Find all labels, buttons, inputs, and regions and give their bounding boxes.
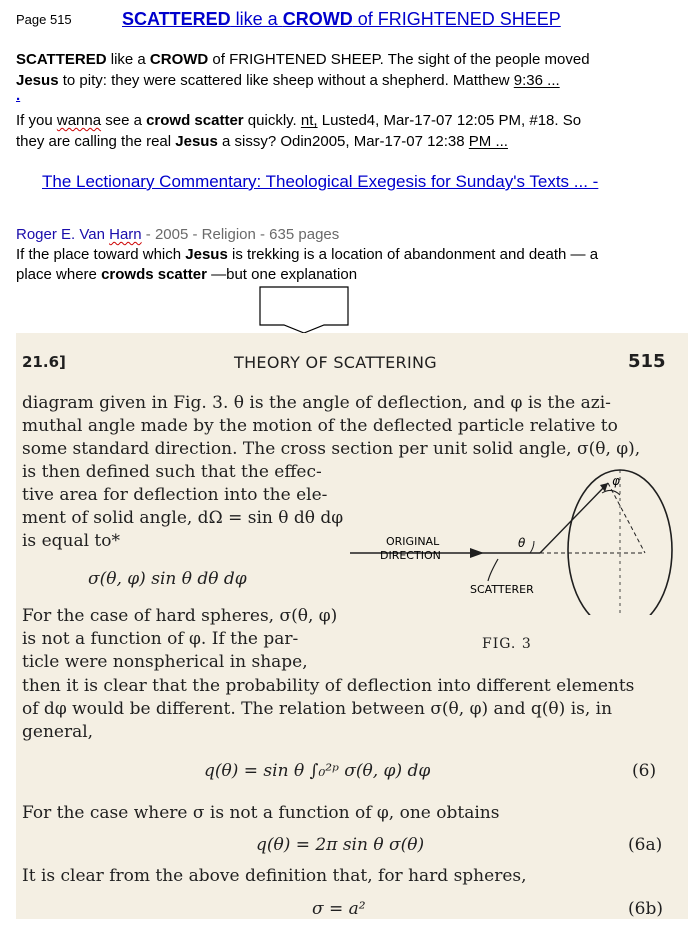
deflected-path — [540, 483, 608, 553]
theta-label: θ — [518, 536, 526, 550]
snippet-line — [16, 110, 684, 131]
equation-6b: σ = a² — [312, 899, 366, 919]
text-line: ment of solid angle, dΩ = sin θ dθ dφ — [22, 508, 344, 528]
bold-term: Jesus — [16, 72, 59, 89]
bold-term: Jesus — [185, 246, 228, 263]
original-label: ORIGINAL — [386, 535, 440, 548]
bold-term: crowds scatter — [101, 266, 207, 283]
snippet-line — [16, 265, 598, 285]
phi-label: φ — [612, 474, 620, 488]
equation-number: (6a) — [628, 835, 663, 855]
snippet-text: a sissy? Odin2005, Mar-17-07 12:38 — [217, 133, 469, 150]
snippet-text: to pity: they were scattered like sheep without a shepherd. Matthew — [58, 72, 514, 89]
text-line: muthal angle made by the motion of the deflected particle relative to — [22, 416, 618, 436]
down-arrow-icon — [256, 285, 356, 335]
text-line: It is clear from the above definition that, for hard spheres, — [22, 866, 527, 886]
snippet-text: If you — [16, 112, 57, 129]
text-line: then it is clear that the probability of deflection into different elements — [22, 676, 635, 696]
snippet-text: place where — [16, 266, 102, 283]
direction-label: DIRECTION — [380, 549, 441, 562]
snippet-text: like a — [106, 51, 150, 68]
title-bold: CROWD — [282, 9, 353, 29]
page-label: Page 515 — [16, 12, 72, 27]
scanned-book-page — [16, 333, 688, 919]
equation-number: (6) — [632, 761, 657, 781]
figure-caption: FIG. 3 — [482, 636, 532, 652]
author-link[interactable]: Roger E. Van — [16, 226, 110, 243]
text-line: tive area for deflection into the ele- — [22, 485, 328, 505]
direction-arrowhead — [470, 548, 484, 558]
text-line: ticle were nonspherical in shape, — [22, 652, 308, 672]
phi-arc — [602, 490, 620, 495]
theta-arc — [530, 541, 534, 553]
meta-text: - 2005 - Religion - 635 pages — [141, 226, 340, 243]
snippet-text: quickly. — [243, 112, 301, 129]
snippet-line — [16, 131, 684, 152]
snippet-line — [16, 49, 684, 70]
text-line: is then defined such that the effec- — [22, 462, 322, 482]
misspelled-word: nt, — [300, 112, 318, 129]
more-link[interactable]: PM ... — [468, 133, 508, 150]
title-text: like a — [230, 9, 283, 29]
author-link[interactable]: Harn — [109, 226, 142, 243]
bold-term: SCATTERED — [16, 51, 107, 68]
title-bold: SCATTERED — [122, 9, 231, 29]
result-title-link[interactable] — [122, 9, 561, 30]
text-line: is equal to* — [22, 531, 120, 551]
snippet-text: If the place toward which — [16, 246, 186, 263]
running-head: THEORY OF SCATTERING — [234, 353, 437, 372]
text-line: of dφ would be different. The relation between σ(θ, φ) and q(θ) is, in — [22, 699, 613, 719]
snippet-text: of FRIGHTENED SHEEP. The sight of the people moved — [208, 51, 590, 68]
equation-number: (6b) — [628, 899, 663, 919]
book-meta — [16, 226, 339, 243]
text-line: diagram given in Fig. 3. θ is the angle of deflection, and φ is the azi- — [22, 393, 611, 413]
text-line: For the case where σ is not a function of φ, one obtains — [22, 803, 500, 823]
snippet-text: is trekking is a location of abandonment and death — a — [227, 246, 599, 263]
result-snippet-1 — [16, 49, 684, 104]
text-line: For the case of hard spheres, σ(θ, φ) — [22, 606, 338, 626]
snippet-line — [16, 245, 598, 265]
equation-6a: q(θ) = 2π sin θ σ(θ) — [256, 835, 425, 855]
text-line: is not a function of φ. If the par- — [22, 629, 299, 649]
equation-6: q(θ) = sin θ ∫₀²ᵖ σ(θ, φ) dφ — [204, 761, 431, 781]
misspelled-word: wanna — [56, 112, 102, 129]
snippet-text: Lusted4, Mar-17-07 12:05 PM, #18. So — [317, 112, 582, 129]
phi-projection-line — [608, 483, 645, 553]
dot-link[interactable]: . — [16, 87, 21, 104]
bold-term: CROWD — [149, 51, 209, 68]
section-number: 21.6] — [22, 353, 66, 371]
result-snippet-1b — [16, 110, 684, 152]
snippet-line — [16, 87, 684, 104]
text-line: some standard direction. The cross section per unit solid angle, σ(θ, φ), — [22, 439, 641, 459]
text-line: general, — [22, 722, 94, 742]
snippet-text: see a — [101, 112, 147, 129]
scatterer-pointer — [488, 559, 498, 581]
scatterer-label: SCATTERER — [470, 583, 534, 596]
title-text: of FRIGHTENED SHEEP — [352, 9, 561, 29]
bold-term: Jesus — [175, 133, 218, 150]
scattering-figure — [350, 455, 680, 615]
result-snippet-2 — [16, 245, 598, 285]
snippet-text: —but one explanation — [206, 266, 358, 283]
result-title-link-2[interactable]: The Lectionary Commentary: Theological Exegesis for Sunday's Texts ... - — [42, 172, 599, 191]
verse-link[interactable]: 9:36 ... — [513, 72, 560, 89]
equation: σ(θ, φ) sin θ dθ dφ — [88, 569, 247, 589]
snippet-line — [16, 70, 684, 91]
book-page-number: 515 — [628, 351, 666, 372]
snippet-text: they are calling the real — [16, 133, 176, 150]
bold-term: crowd scatter — [146, 112, 244, 129]
